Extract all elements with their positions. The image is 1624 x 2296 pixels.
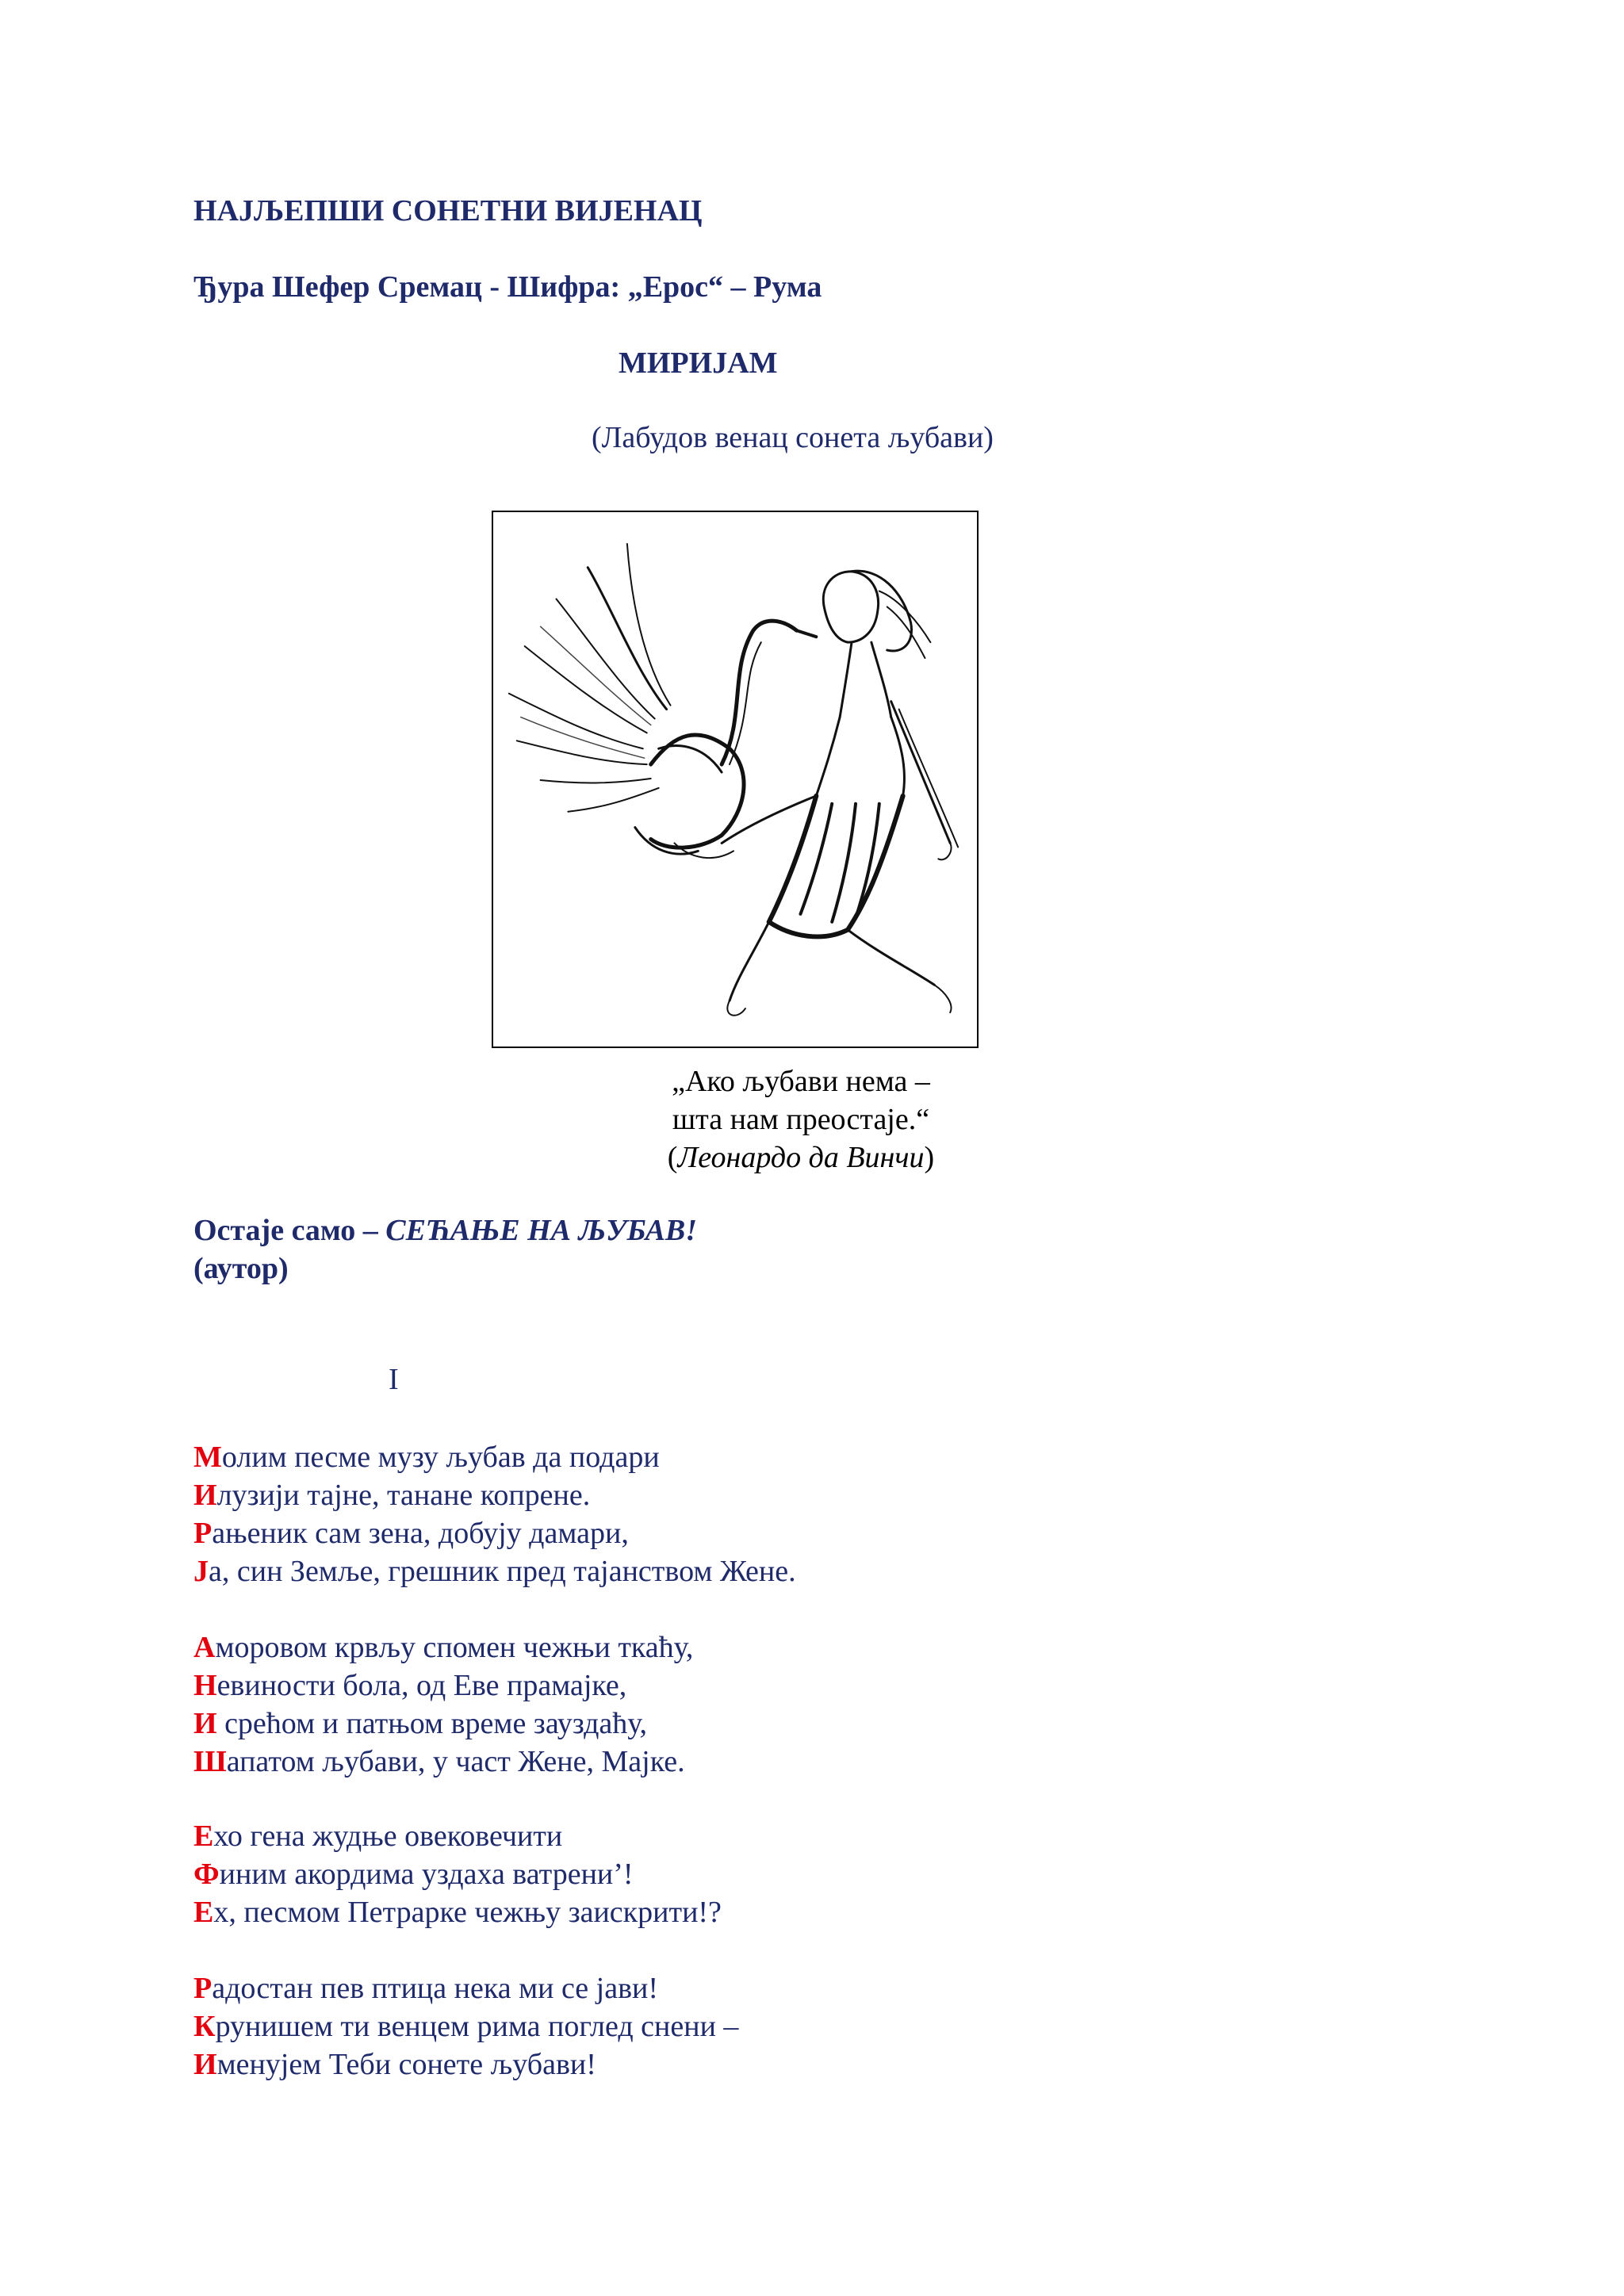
remain-statement	[193, 1211, 697, 1288]
poem-title: МИРИЈАМ	[619, 346, 778, 380]
verse-line: Аморовом крвљу спомен чежњи ткаћу,	[193, 1631, 694, 1664]
verse-line: Ехо гена жудње овековечити	[193, 1820, 563, 1853]
verse-line: Шапатом љубави, у част Жене, Мајке.	[193, 1745, 685, 1778]
stanza	[193, 1628, 693, 1781]
remain-byline: (аутор)	[193, 1252, 289, 1285]
epigraph	[626, 1062, 975, 1177]
remain-emphasis: СЕЋАЊЕ НА ЉУБАВ!	[385, 1214, 698, 1247]
verse-line: Радостан пев птица нека ми се јави!	[193, 1972, 659, 2005]
epigraph-source-name: Леонардо да Винчи	[677, 1141, 925, 1174]
illustration-frame	[492, 511, 979, 1048]
remain-prefix: Остаје само –	[193, 1214, 386, 1247]
verse-line: Крунишем ти венцем рима поглед снени –	[193, 2010, 739, 2043]
author-line: Ђура Шефер Сремац - Шифра: „Ерос“ – Рума	[193, 270, 822, 304]
verse-line: Финим акордима уздаха ватрени’!	[193, 1858, 634, 1891]
poem-subtitle: (Лабудов венац сонета љубави)	[592, 421, 994, 454]
leda-and-swan-sketch-icon	[493, 512, 977, 1047]
sonnet-numeral: I	[389, 1363, 399, 1396]
verse-line: Невиности бола, од Еве прамајке,	[193, 1669, 627, 1702]
verse-line: Именујем Теби сонете љубави!	[193, 2048, 596, 2081]
epigraph-source: (Леонардо да Винчи)	[667, 1141, 935, 1174]
epigraph-line: шта нам преостаје.“	[672, 1103, 930, 1136]
stanza	[193, 1438, 796, 1590]
stanza	[193, 1817, 722, 1931]
document-title: НАЈЉЕПШИ СОНЕТНИ ВИЈЕНАЦ	[193, 194, 703, 228]
stanza	[193, 1969, 738, 2084]
epigraph-line: „Ако љубави нема –	[672, 1065, 930, 1098]
verse-line: Ех, песмом Петрарке чежњу заискрити!?	[193, 1896, 722, 1929]
verse-line: И срећом и патњом време зауздаћу,	[193, 1707, 647, 1740]
verse-line: Ја, син Земље, грешник пред тајанством Жене.	[193, 1555, 796, 1588]
verse-line: Илузији тајне, танане копрене.	[193, 1479, 591, 1512]
verse-line: Молим песме музу љубав да подари	[193, 1441, 660, 1474]
verse-line: Рањеник сам зена, добују дамари,	[193, 1517, 629, 1550]
